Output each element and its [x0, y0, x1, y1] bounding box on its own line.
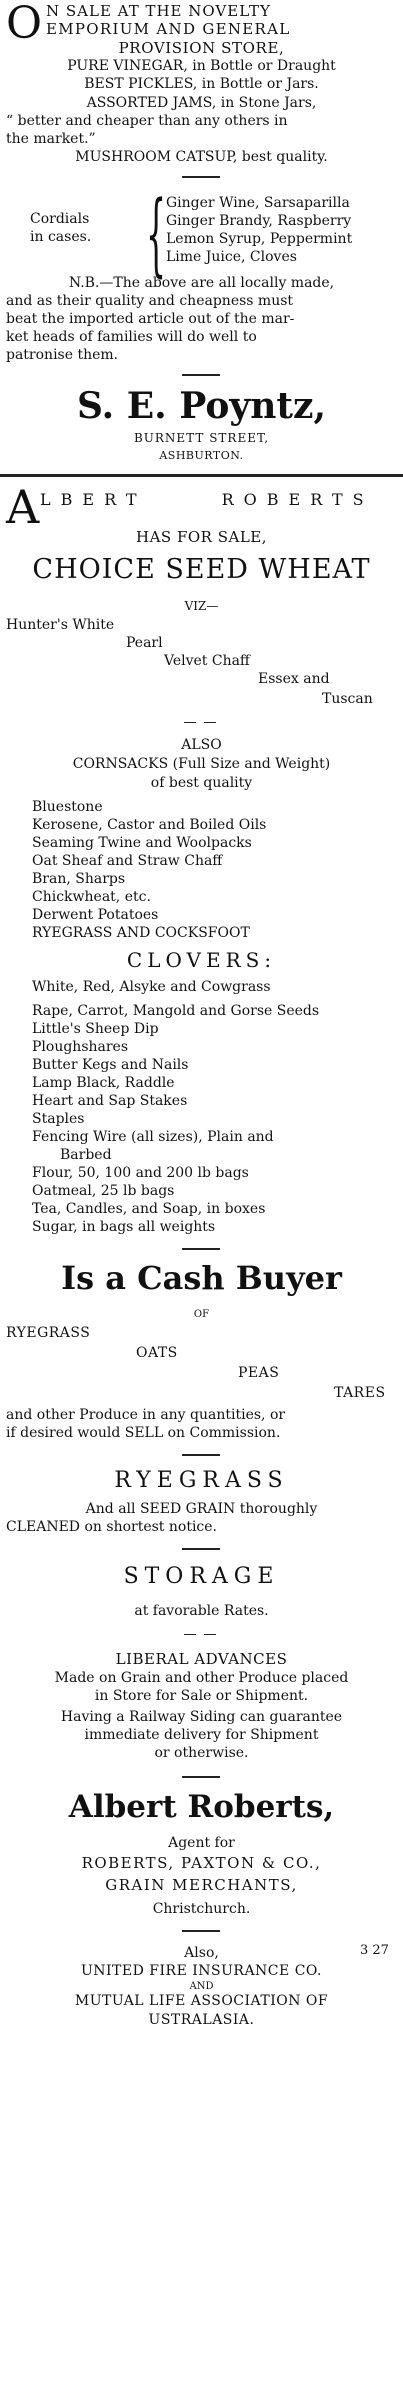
nb-line: beat the imported article out of the mar- — [6, 311, 295, 327]
produce-item: RYEGRASS — [6, 1325, 91, 1341]
cordials-label-1: Cordials — [30, 211, 90, 227]
best-quality: of best quality — [150, 775, 253, 791]
wheat-variety: Velvet Chaff — [164, 653, 250, 669]
also-label: ALSO — [181, 737, 222, 753]
ad1-line7: “ better and cheaper than any others in — [6, 113, 288, 129]
ad1-line3: PROVISION STORE, — [118, 39, 285, 57]
poyntz-name: S. E. Poyntz, — [76, 385, 327, 427]
ad-separator — [0, 474, 403, 477]
ad1-line1: N SALE AT THE NOVELTY — [46, 2, 271, 20]
product-item: White, Red, Alsyke and Cowgrass — [32, 979, 271, 995]
dropcap-o: O — [6, 0, 43, 49]
cordial-item: Lemon Syrup, Peppermint — [166, 231, 353, 247]
divider — [182, 1776, 220, 1778]
wheat-variety: Tuscan — [322, 691, 373, 707]
dropcap-a: A — [6, 480, 40, 534]
of-label: OF — [193, 1309, 210, 1320]
product-item: Bran, Sharps — [32, 871, 126, 887]
liberal-headline: LIBERAL ADVANCES — [115, 1650, 288, 1668]
poyntz-street: BURNETT STREET, — [133, 431, 270, 445]
storage-headline: STORAGE — [123, 1564, 280, 1589]
divider — [182, 374, 220, 376]
ryegrass-headline: RYEGRASS — [114, 1468, 289, 1493]
storage-note: at favorable Rates. — [134, 1603, 269, 1619]
nb-line: ket heads of families will do well to — [6, 329, 257, 345]
ad1-line5: BEST PICKLES, in Bottle or Jars. — [84, 76, 319, 92]
product-item: Barbed — [60, 1147, 112, 1163]
divider — [182, 1930, 220, 1932]
dash — [184, 1634, 196, 1635]
signature-name: Albert Roberts, — [68, 1789, 335, 1825]
divider — [182, 1248, 220, 1250]
divider — [182, 1454, 220, 1456]
product-item: Flour, 50, 100 and 200 lb bags — [32, 1165, 249, 1181]
cash-buyer-headline: Is a Cash Buyer — [61, 1259, 342, 1297]
siding-note: or otherwise. — [154, 1745, 249, 1761]
ad1-line2: EMPORIUM AND GENERAL — [46, 20, 291, 38]
viz-label: VIZ— — [184, 599, 219, 613]
produce-item: OATS — [136, 1345, 178, 1361]
product-item: Sugar, in bags all weights — [32, 1219, 216, 1235]
wheat-variety: Hunter's White — [6, 617, 115, 633]
dash — [184, 722, 196, 723]
clovers-headline: CLOVERS: — [126, 948, 277, 972]
product-item: Lamp Black, Raddle — [32, 1075, 175, 1091]
and-label: AND — [189, 1981, 214, 1992]
product-item: Bluestone — [32, 799, 103, 815]
brace-glyph: { — [146, 182, 167, 287]
also-label-2: Also, — [184, 1945, 219, 1961]
liberal-note: in Store for Sale or Shipment. — [94, 1688, 309, 1704]
divider — [182, 1548, 220, 1550]
insurance-line-2: MUTUAL LIFE ASSOCIATION OF — [74, 1993, 329, 2009]
product-item: Oat Sheaf and Straw Chaff — [32, 853, 223, 869]
agent-for: Agent for — [168, 1835, 235, 1851]
cordial-item: Lime Juice, Cloves — [166, 249, 297, 265]
product-item: Heart and Sap Stakes — [32, 1093, 188, 1109]
insurance-line-3: USTRALASIA. — [148, 2012, 255, 2028]
product-item: Seaming Twine and Woolpacks — [32, 835, 252, 851]
ad1-line6: ASSORTED JAMS, in Stone Jars, — [86, 95, 317, 111]
liberal-note: Made on Grain and other Produce placed — [54, 1670, 349, 1686]
cordials-label-2: in cases. — [30, 229, 92, 245]
product-item: Fencing Wire (all sizes), Plain and — [32, 1129, 274, 1145]
product-item: Oatmeal, 25 lb bags — [32, 1183, 175, 1199]
product-item: Chickwheat, etc. — [32, 889, 151, 905]
product-item: Kerosene, Castor and Boiled Oils — [32, 817, 267, 833]
ryegrass-note: And all SEED GRAIN thoroughly — [85, 1501, 318, 1517]
seed-wheat-headline: CHOICE SEED WHEAT — [32, 554, 371, 585]
product-item: Little's Sheep Dip — [32, 1021, 159, 1037]
nb-line: N.B.—The above are all locally made, — [68, 275, 335, 291]
siding-note: immediate delivery for Shipment — [84, 1727, 319, 1743]
product-item: Derwent Potatoes — [32, 907, 159, 923]
ad-code: 3 27 — [360, 1943, 389, 1958]
has-for-sale: HAS FOR SALE, — [135, 528, 267, 546]
cornsacks-line: CORNSACKS (Full Size and Weight) — [72, 756, 331, 772]
product-item: Butter Kegs and Nails — [32, 1057, 189, 1073]
dash — [204, 722, 216, 723]
dash — [204, 1634, 216, 1635]
insurance-line-1: UNITED FIRE INSURANCE CO. — [80, 1963, 323, 1979]
siding-note: Having a Railway Siding can guarantee — [60, 1709, 343, 1725]
ad1-line9: MUSHROOM CATSUP, best quality. — [75, 149, 328, 165]
produce-item: TARES — [334, 1385, 386, 1401]
product-item: Tea, Candles, and Soap, in boxes — [32, 1201, 266, 1217]
roberts-name: LBERT ROBERTS — [40, 490, 374, 509]
cordial-item: Ginger Brandy, Raspberry — [166, 213, 352, 229]
product-item: Ploughshares — [32, 1039, 129, 1055]
ad1-line8: the market.” — [6, 131, 96, 147]
nb-line: patronise them. — [6, 347, 119, 363]
wheat-variety: Essex and — [258, 671, 330, 687]
city: Christchurch. — [152, 1901, 251, 1917]
ad1-line4: PURE VINEGAR, in Bottle or Draught — [67, 58, 336, 74]
produce-note: if desired would SELL on Commission. — [6, 1425, 281, 1441]
product-item: Staples — [32, 1111, 85, 1127]
nb-line: and as their quality and cheapness must — [6, 293, 294, 309]
product-item: RYEGRASS AND COCKSFOOT — [32, 925, 250, 941]
poyntz-town: ASHBURTON. — [159, 449, 244, 462]
firm-name: ROBERTS, PAXTON & CO., — [81, 1854, 322, 1872]
ryegrass-note: CLEANED on shortest notice. — [6, 1519, 217, 1535]
product-item: Rape, Carrot, Mangold and Gorse Seeds — [32, 1003, 320, 1019]
produce-note: and other Produce in any quantities, or — [6, 1407, 286, 1423]
wheat-variety: Pearl — [126, 635, 163, 651]
divider — [182, 176, 220, 178]
grain-merchants: GRAIN MERCHANTS, — [105, 1876, 298, 1894]
cordial-item: Ginger Wine, Sarsaparilla — [166, 195, 350, 211]
produce-item: PEAS — [238, 1365, 280, 1381]
